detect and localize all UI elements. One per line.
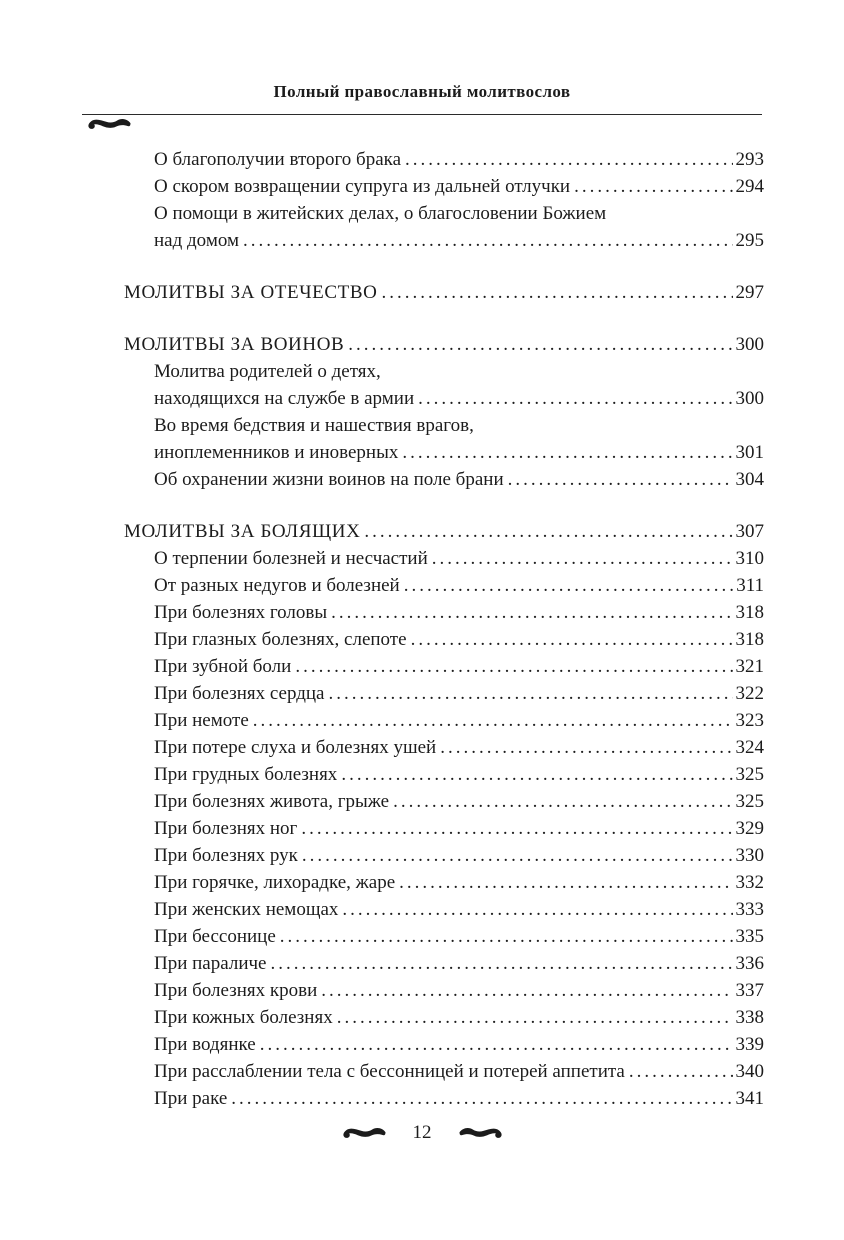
toc-sub-entry <box>82 653 764 680</box>
toc-entry-title: При параличе <box>154 953 267 974</box>
dot-leader <box>328 680 732 707</box>
toc-line <box>154 1085 764 1112</box>
dot-leader <box>260 1031 733 1058</box>
toc-line <box>154 412 764 439</box>
toc-page-number: 333 <box>735 899 764 920</box>
toc-line <box>154 707 764 734</box>
toc-sub-entry <box>82 707 764 734</box>
toc-entry-title: При немоте <box>154 710 249 731</box>
toc-line <box>154 626 764 653</box>
toc-entry-title: МОЛИТВЫ ЗА БОЛЯЩИХ <box>124 521 361 542</box>
toc-line <box>154 842 764 869</box>
dot-leader <box>404 572 733 599</box>
running-head-title: Полный православный молитвослов <box>273 82 571 101</box>
toc-line <box>154 1004 764 1031</box>
toc-entry-title: При грудных болезнях <box>154 764 338 785</box>
toc-line <box>154 869 764 896</box>
toc-sub-entry <box>82 626 764 653</box>
dot-leader <box>342 896 732 923</box>
toc-page-number: 293 <box>735 149 764 170</box>
dot-leader <box>253 707 733 734</box>
toc-page-number: 330 <box>735 845 764 866</box>
toc-line <box>154 173 764 200</box>
toc-section-entry <box>82 279 764 306</box>
toc-entry-title: При болезнях живота, грыже <box>154 791 390 812</box>
toc-line <box>154 358 764 385</box>
table-of-contents <box>82 146 764 1112</box>
toc-entry-title: над домом <box>154 230 240 251</box>
toc-line <box>124 331 764 358</box>
toc-line <box>154 734 764 761</box>
toc-page-number: 301 <box>735 442 764 463</box>
toc-sub-entry <box>82 146 764 173</box>
toc-page-number: 339 <box>735 1034 764 1055</box>
toc-entry-title: Молитва родителей о детях, <box>154 361 381 382</box>
toc-page-number: 324 <box>735 737 764 758</box>
toc-page-number: 321 <box>735 656 764 677</box>
dot-leader <box>629 1058 733 1085</box>
toc-page-number: 318 <box>735 629 764 650</box>
flourish-icon <box>86 115 132 133</box>
toc-sub-entry <box>82 680 764 707</box>
toc-entry-title: При зубной боли <box>154 656 292 677</box>
toc-entry-title: При болезнях рук <box>154 845 298 866</box>
toc-page-number: 294 <box>735 176 764 197</box>
toc-line <box>154 146 764 173</box>
toc-page-number: 329 <box>735 818 764 839</box>
toc-page-number: 341 <box>735 1088 764 1109</box>
toc-entry-title: При глазных болезнях, слепоте <box>154 629 407 650</box>
dot-leader <box>574 173 732 200</box>
toc-page-number: 304 <box>735 469 764 490</box>
toc-sub-entry <box>82 842 764 869</box>
dot-leader <box>418 385 732 412</box>
toc-entry-title: При водянке <box>154 1034 256 1055</box>
toc-page-number: 311 <box>736 575 764 596</box>
toc-entry-title: При бессонице <box>154 926 276 947</box>
toc-entry-title: О скором возвращении супруга из дальней отлучки <box>154 176 571 197</box>
flourish-icon <box>458 1124 504 1142</box>
toc-line <box>124 518 764 545</box>
toc-line <box>154 466 764 493</box>
dot-leader <box>405 146 732 173</box>
dot-leader <box>301 815 732 842</box>
toc-page-number: 340 <box>735 1061 764 1082</box>
toc-entry-title: При раке <box>154 1088 228 1109</box>
toc-sub-entry <box>82 1085 764 1112</box>
toc-entry-title: При потере слуха и болезнях ушей <box>154 737 437 758</box>
toc-entry-title: МОЛИТВЫ ЗА ОТЕЧЕСТВО <box>124 282 378 303</box>
flourish-icon <box>341 1124 387 1142</box>
toc-page-number: 307 <box>735 521 764 542</box>
dot-leader <box>321 977 732 1004</box>
toc-entry-title: При болезнях сердца <box>154 683 325 704</box>
toc-page-number: 322 <box>735 683 764 704</box>
toc-line <box>154 572 764 599</box>
toc-entry-title: При горячке, лихорадке, жаре <box>154 872 396 893</box>
dot-leader <box>364 518 732 545</box>
toc-page-number: 325 <box>735 791 764 812</box>
toc-line <box>154 1058 764 1085</box>
toc-sub-entry <box>82 896 764 923</box>
toc-sub-entry <box>82 923 764 950</box>
toc-page-number: 318 <box>735 602 764 623</box>
dot-leader <box>402 439 732 466</box>
toc-sub-entry <box>82 869 764 896</box>
toc-line <box>154 200 764 227</box>
toc-sub-entry <box>82 599 764 626</box>
toc-entry-title: При женских немощах <box>154 899 339 920</box>
dot-leader <box>411 626 733 653</box>
dot-leader <box>399 869 732 896</box>
page-footer <box>0 1122 844 1144</box>
toc-entry-title: Во время бедствия и нашествия врагов, <box>154 415 474 436</box>
toc-page-number: 337 <box>735 980 764 1001</box>
toc-page-number: 338 <box>735 1007 764 1028</box>
toc-sub-entry <box>82 815 764 842</box>
toc-page-number: 332 <box>735 872 764 893</box>
toc-section-entry <box>82 518 764 545</box>
toc-entry-title: О благополучии второго брака <box>154 149 402 170</box>
page-number: 12 <box>412 1122 432 1143</box>
toc-line <box>154 545 764 572</box>
dot-leader <box>295 653 732 680</box>
toc-sub-entry <box>82 734 764 761</box>
toc-sub-entry <box>82 358 764 412</box>
toc-line <box>154 385 764 412</box>
header-rule <box>82 111 762 115</box>
toc-line <box>154 1031 764 1058</box>
dot-leader <box>331 599 732 626</box>
dot-leader <box>337 1004 733 1031</box>
dot-leader <box>508 466 733 493</box>
toc-entry-title: О помощи в житейских делах, о благословении Божием <box>154 203 607 224</box>
toc-page-number: 295 <box>735 230 764 251</box>
toc-sub-entry <box>82 977 764 1004</box>
toc-sub-entry <box>82 1031 764 1058</box>
toc-page-number: 325 <box>735 764 764 785</box>
dot-leader <box>393 788 732 815</box>
dot-leader <box>231 1085 732 1112</box>
dot-leader <box>270 950 732 977</box>
toc-sub-entry <box>82 950 764 977</box>
toc-page-number: 300 <box>735 388 764 409</box>
toc-entry-title: находящихся на службе в армии <box>154 388 415 409</box>
toc-sub-entry <box>82 545 764 572</box>
toc-line <box>154 761 764 788</box>
toc-line <box>154 599 764 626</box>
toc-sub-entry <box>82 761 764 788</box>
toc-line <box>154 653 764 680</box>
dot-leader <box>243 227 732 254</box>
toc-sub-entry <box>82 173 764 200</box>
toc-page-number: 300 <box>735 334 764 355</box>
toc-page-number: 335 <box>735 926 764 947</box>
toc-entry-title: При расслаблении тела с бессонницей и потерей аппетита <box>154 1061 625 1082</box>
dot-leader <box>280 923 733 950</box>
toc-entry-title: О терпении болезней и несчастий <box>154 548 428 569</box>
toc-line <box>154 227 764 254</box>
toc-entry-title: При кожных болезнях <box>154 1007 333 1028</box>
toc-page-number: 323 <box>735 710 764 731</box>
toc-line <box>124 279 764 306</box>
dot-leader <box>432 545 733 572</box>
toc-entry-title: Об охранении жизни воинов на поле брани <box>154 469 504 490</box>
toc-sub-entry <box>82 1058 764 1085</box>
toc-sub-entry <box>82 572 764 599</box>
dot-leader <box>302 842 733 869</box>
dot-leader <box>348 331 732 358</box>
toc-sub-entry <box>82 200 764 254</box>
toc-line <box>154 923 764 950</box>
toc-entry-title: иноплеменников и иноверных <box>154 442 399 463</box>
toc-line <box>154 950 764 977</box>
dot-leader <box>381 279 732 306</box>
toc-list <box>82 146 764 1112</box>
toc-sub-entry <box>82 466 764 493</box>
page-header <box>0 0 844 115</box>
toc-section-entry <box>82 331 764 358</box>
toc-line <box>154 680 764 707</box>
toc-line <box>154 815 764 842</box>
dot-leader <box>440 734 732 761</box>
toc-line <box>154 788 764 815</box>
toc-entry-title: При болезнях головы <box>154 602 328 623</box>
toc-line <box>154 977 764 1004</box>
toc-entry-title: МОЛИТВЫ ЗА ВОИНОВ <box>124 334 345 355</box>
toc-sub-entry <box>82 412 764 466</box>
toc-page-number: 310 <box>735 548 764 569</box>
toc-sub-entry <box>82 1004 764 1031</box>
toc-line <box>154 896 764 923</box>
toc-entry-title: При болезнях крови <box>154 980 318 1001</box>
toc-entry-title: От разных недугов и болезней <box>154 575 400 596</box>
toc-entry-title: При болезнях ног <box>154 818 298 839</box>
toc-sub-entry <box>82 788 764 815</box>
dot-leader <box>341 761 732 788</box>
toc-line <box>154 439 764 466</box>
toc-page-number: 336 <box>735 953 764 974</box>
toc-page-number: 297 <box>735 282 764 303</box>
